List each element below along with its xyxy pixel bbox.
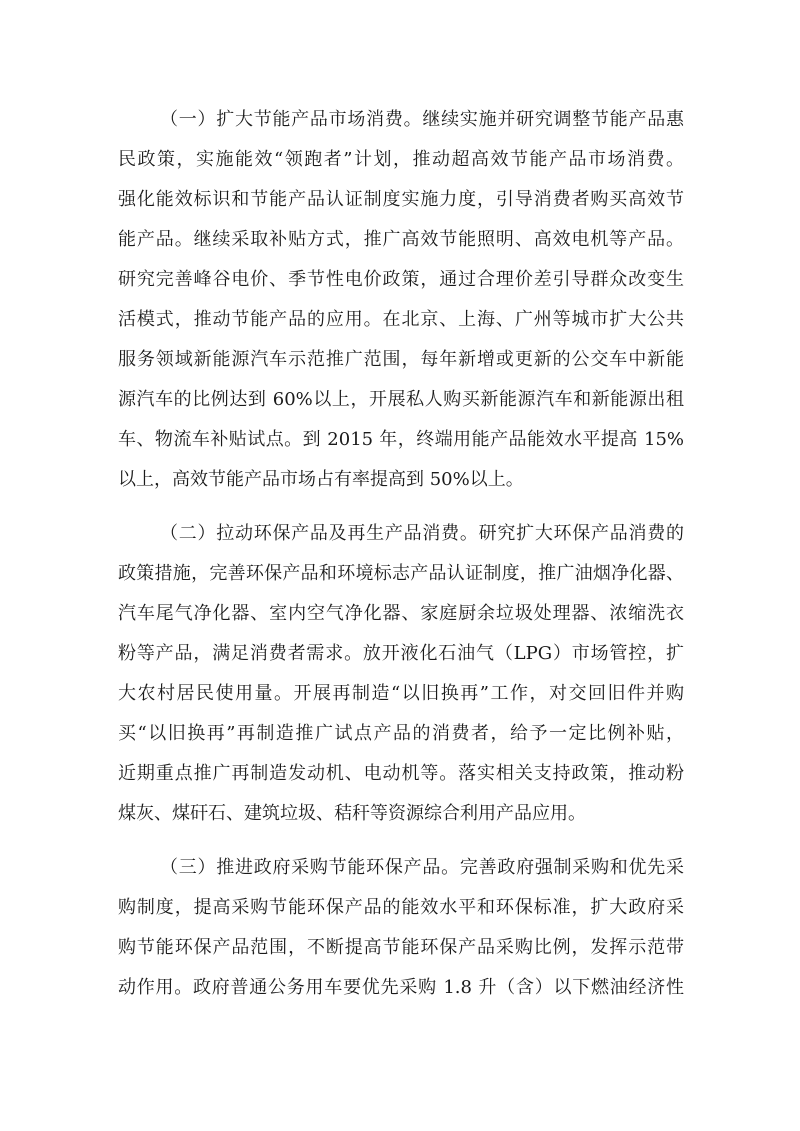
- paragraph-3-line-4: 动作用。政府普通公务用车要优先采购 1.8 升（含）以下燃油经济性: [118, 977, 684, 998]
- paragraph-2-line-1: （二）拉动环保产品及再生产品消费。研究扩大环保产品消费的: [160, 523, 684, 544]
- paragraph-1-line-6: 活模式，推动节能产品的应用。在北京、上海、广州等城市扩大公共: [118, 309, 684, 330]
- paragraph-3-line-1: （三）推进政府采购节能环保产品。完善政府强制采购和优先采: [160, 857, 684, 878]
- paragraph-2-line-3: 汽车尾气净化器、室内空气净化器、家庭厨余垃圾处理器、浓缩洗衣: [118, 603, 684, 624]
- paragraph-2-line-8: 煤灰、煤矸石、建筑垃圾、秸秆等资源综合利用产品应用。: [118, 803, 586, 824]
- paragraph-2-line-6: 买“以旧换再”再制造推广试点产品的消费者，给予一定比例补贴，: [118, 723, 684, 744]
- paragraph-1-line-7: 服务领域新能源汽车示范推广范围，每年新增或更新的公交车中新能: [118, 349, 684, 370]
- paragraph-1-line-8: 源汽车的比例达到 60%以上，开展私人购买新能源汽车和新能源出租: [118, 389, 684, 410]
- paragraph-1-line-4: 能产品。继续采取补贴方式，推广高效节能照明、高效电机等产品。: [118, 229, 684, 250]
- paragraph-3-line-3: 购节能环保产品范围，不断提高节能环保产品采购比例，发挥示范带: [118, 937, 684, 958]
- paragraph-1-line-2: 民政策，实施能效“领跑者”计划，推动超高效节能产品市场消费。: [118, 149, 684, 170]
- paragraph-1-line-1: （一）扩大节能产品市场消费。继续实施并研究调整节能产品惠: [160, 109, 684, 130]
- paragraph-2-line-2: 政策措施，完善环保产品和环境标志产品认证制度，推广油烟净化器、: [118, 563, 684, 584]
- paragraph-2-line-5: 大农村居民使用量。开展再制造“以旧换再”工作，对交回旧件并购: [118, 683, 684, 704]
- paragraph-2-line-4: 粉等产品，满足消费者需求。放开液化石油气（LPG）市场管控，扩: [118, 643, 684, 664]
- paragraph-1-line-10: 以上，高效节能产品市场占有率提高到 50%以上。: [118, 469, 524, 490]
- paragraph-1-line-5: 研究完善峰谷电价、季节性电价政策，通过合理价差引导群众改变生: [118, 269, 684, 290]
- paragraph-3-line-2: 购制度，提高采购节能环保产品的能效水平和环保标准，扩大政府采: [118, 897, 684, 918]
- paragraph-1-line-3: 强化能效标识和节能产品认证制度实施力度，引导消费者购买高效节: [118, 189, 684, 210]
- paragraph-1-line-9: 车、物流车补贴试点。到 2015 年，终端用能产品能效水平提高 15%: [118, 429, 684, 450]
- paragraph-2-line-7: 近期重点推广再制造发动机、电动机等。落实相关支持政策，推动粉: [118, 763, 684, 784]
